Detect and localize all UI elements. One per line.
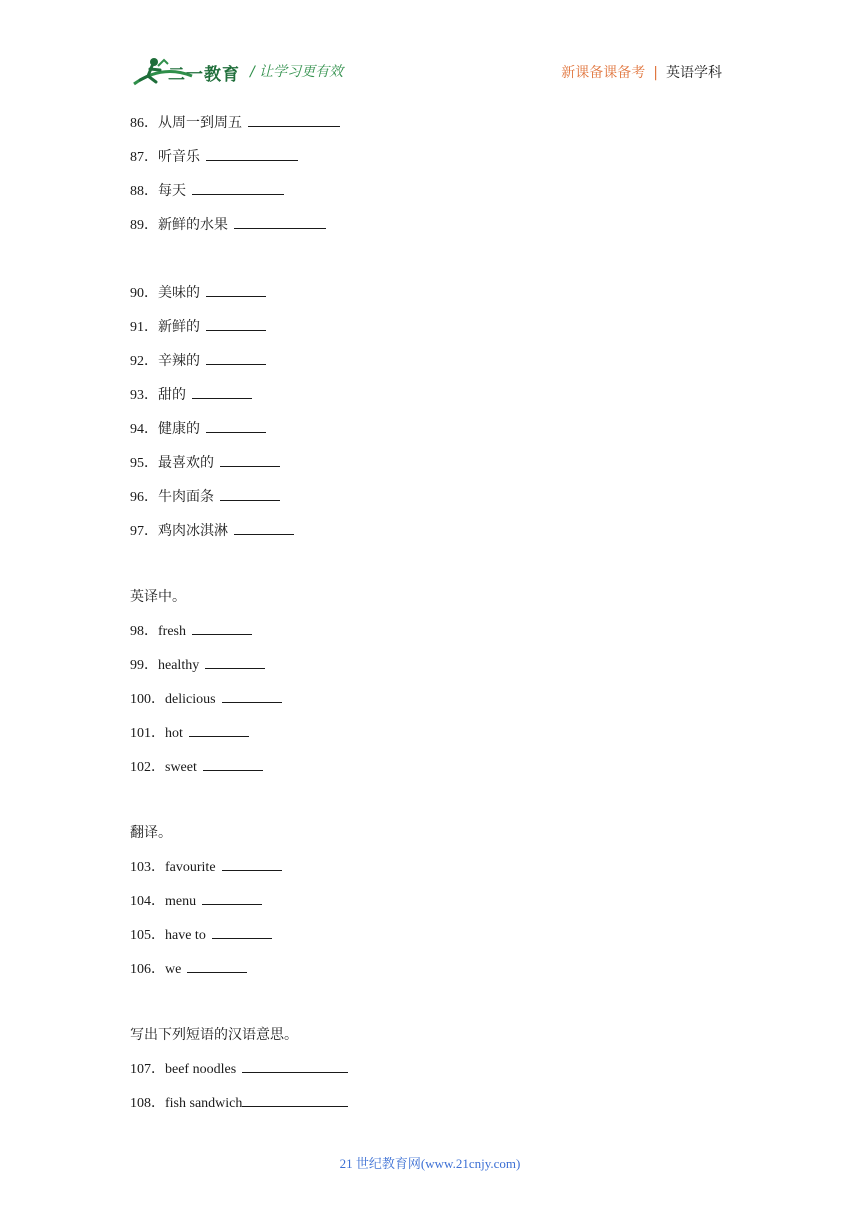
answer-blank[interactable] bbox=[206, 350, 266, 365]
section-title-en-to-zh: 英译中。 bbox=[130, 590, 186, 605]
header-separator: | bbox=[653, 65, 658, 81]
page-footer[interactable]: 21 世纪教育网(www.21cnjy.com) bbox=[339, 1156, 521, 1171]
question-90: 90．美味的 bbox=[130, 282, 266, 302]
answer-blank[interactable] bbox=[242, 1092, 348, 1107]
answer-blank[interactable] bbox=[222, 688, 282, 703]
question-105: 105．have to bbox=[130, 924, 272, 944]
answer-blank[interactable] bbox=[206, 418, 266, 433]
question-98: 98．fresh bbox=[130, 620, 252, 640]
answer-blank[interactable] bbox=[206, 146, 298, 161]
page-header bbox=[0, 0, 860, 100]
answer-blank[interactable] bbox=[242, 1058, 348, 1073]
course-tag: 新课备课备考 bbox=[561, 65, 646, 81]
answer-blank[interactable] bbox=[192, 384, 252, 399]
question-104: 104．menu bbox=[130, 890, 262, 910]
answer-blank[interactable] bbox=[234, 214, 326, 229]
question-89: 89．新鲜的水果 bbox=[130, 214, 326, 234]
section-title-translate: 翻译。 bbox=[130, 826, 172, 841]
answer-blank[interactable] bbox=[248, 112, 340, 127]
answer-blank[interactable] bbox=[187, 958, 247, 973]
answer-blank[interactable] bbox=[212, 924, 272, 939]
answer-blank[interactable] bbox=[202, 890, 262, 905]
answer-blank[interactable] bbox=[220, 486, 280, 501]
question-95: 95．最喜欢的 bbox=[130, 452, 280, 472]
section-title-phrases: 写出下列短语的汉语意思。 bbox=[130, 1028, 298, 1043]
answer-blank[interactable] bbox=[192, 620, 252, 635]
answer-blank[interactable] bbox=[205, 654, 265, 669]
answer-blank[interactable] bbox=[234, 520, 294, 535]
question-94: 94．健康的 bbox=[130, 418, 266, 438]
answer-blank[interactable] bbox=[220, 452, 280, 467]
question-106: 106．we bbox=[130, 958, 247, 978]
answer-blank[interactable] bbox=[222, 856, 282, 871]
question-103: 103．favourite bbox=[130, 856, 282, 876]
question-88: 88．每天 bbox=[130, 180, 284, 200]
subject-tag: 英语学科 bbox=[666, 65, 722, 81]
question-101: 101．hot bbox=[130, 722, 249, 742]
question-100: 100．delicious bbox=[130, 688, 282, 708]
question-99: 99．healthy bbox=[130, 654, 265, 674]
answer-blank[interactable] bbox=[189, 722, 249, 737]
question-107: 107．beef noodles bbox=[130, 1058, 348, 1078]
answer-blank[interactable] bbox=[206, 282, 266, 297]
brand-slogan: / 让学习更有效 bbox=[250, 64, 344, 80]
question-91: 91．新鲜的 bbox=[130, 316, 266, 336]
brand-name: 二一教育 bbox=[168, 65, 240, 85]
question-96: 96．牛肉面条 bbox=[130, 486, 280, 506]
question-87: 87．听音乐 bbox=[130, 146, 298, 166]
question-102: 102．sweet bbox=[130, 756, 263, 776]
answer-blank[interactable] bbox=[206, 316, 266, 331]
answer-blank[interactable] bbox=[192, 180, 284, 195]
answer-blank[interactable] bbox=[203, 756, 263, 771]
header-right bbox=[561, 62, 722, 82]
question-108: 108．fish sandwich bbox=[130, 1092, 348, 1112]
question-86: 86．从周一到周五 bbox=[130, 112, 340, 132]
question-93: 93．甜的 bbox=[130, 384, 252, 404]
question-92: 92．辛辣的 bbox=[130, 350, 266, 370]
question-97: 97．鸡肉冰淇淋 bbox=[130, 520, 294, 540]
